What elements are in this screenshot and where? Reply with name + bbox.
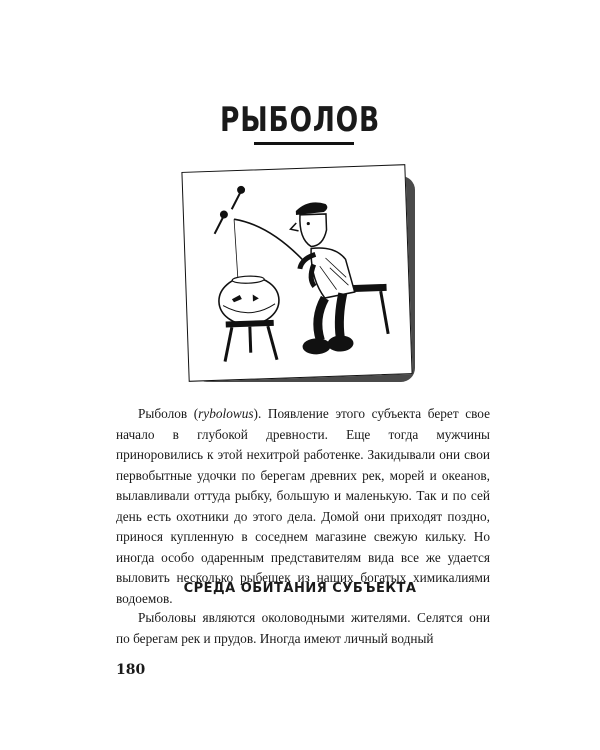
latin-name: rybolowus [198, 406, 254, 421]
intro-paragraph [116, 404, 490, 609]
fisherman-drawing [182, 165, 411, 381]
illustration-frame [181, 164, 412, 382]
paragraph-rest: ). Появление этого субъекта берет свое начало в глубокой древности. Еще тогда мужчины приноровились к этой нехитрой работенке. Закидывали они свои первобытные удочки по берегам древних рек, морей и океанов, вылавливали оттуда рыбку, большую и маленькую. Так и по сей день есть охотники до этого дела. Домой они приходят поздно, принося купленную в соседнем магазине свежую кильку. Но иногда особо одаренным представителям вида все же удается выловить несколько рыбешек из наших богатых химикалиями водоемов. [116, 406, 490, 606]
section-heading: СРЕДА ОБИТАНИЯ СУБЪЕКТА [183, 581, 417, 596]
habitat-text: Рыболовы являются околоводными жителями. Селятся они по берегам рек и прудов. Иногда имеют личный водный [116, 610, 490, 646]
illustration [185, 168, 417, 390]
paragraph-start: Рыболов ( [138, 406, 199, 421]
chapter-title: РЫБОЛОВ [220, 100, 380, 140]
page-number: 180 [116, 662, 146, 678]
title-underline [254, 142, 354, 145]
habitat-paragraph [116, 608, 490, 649]
